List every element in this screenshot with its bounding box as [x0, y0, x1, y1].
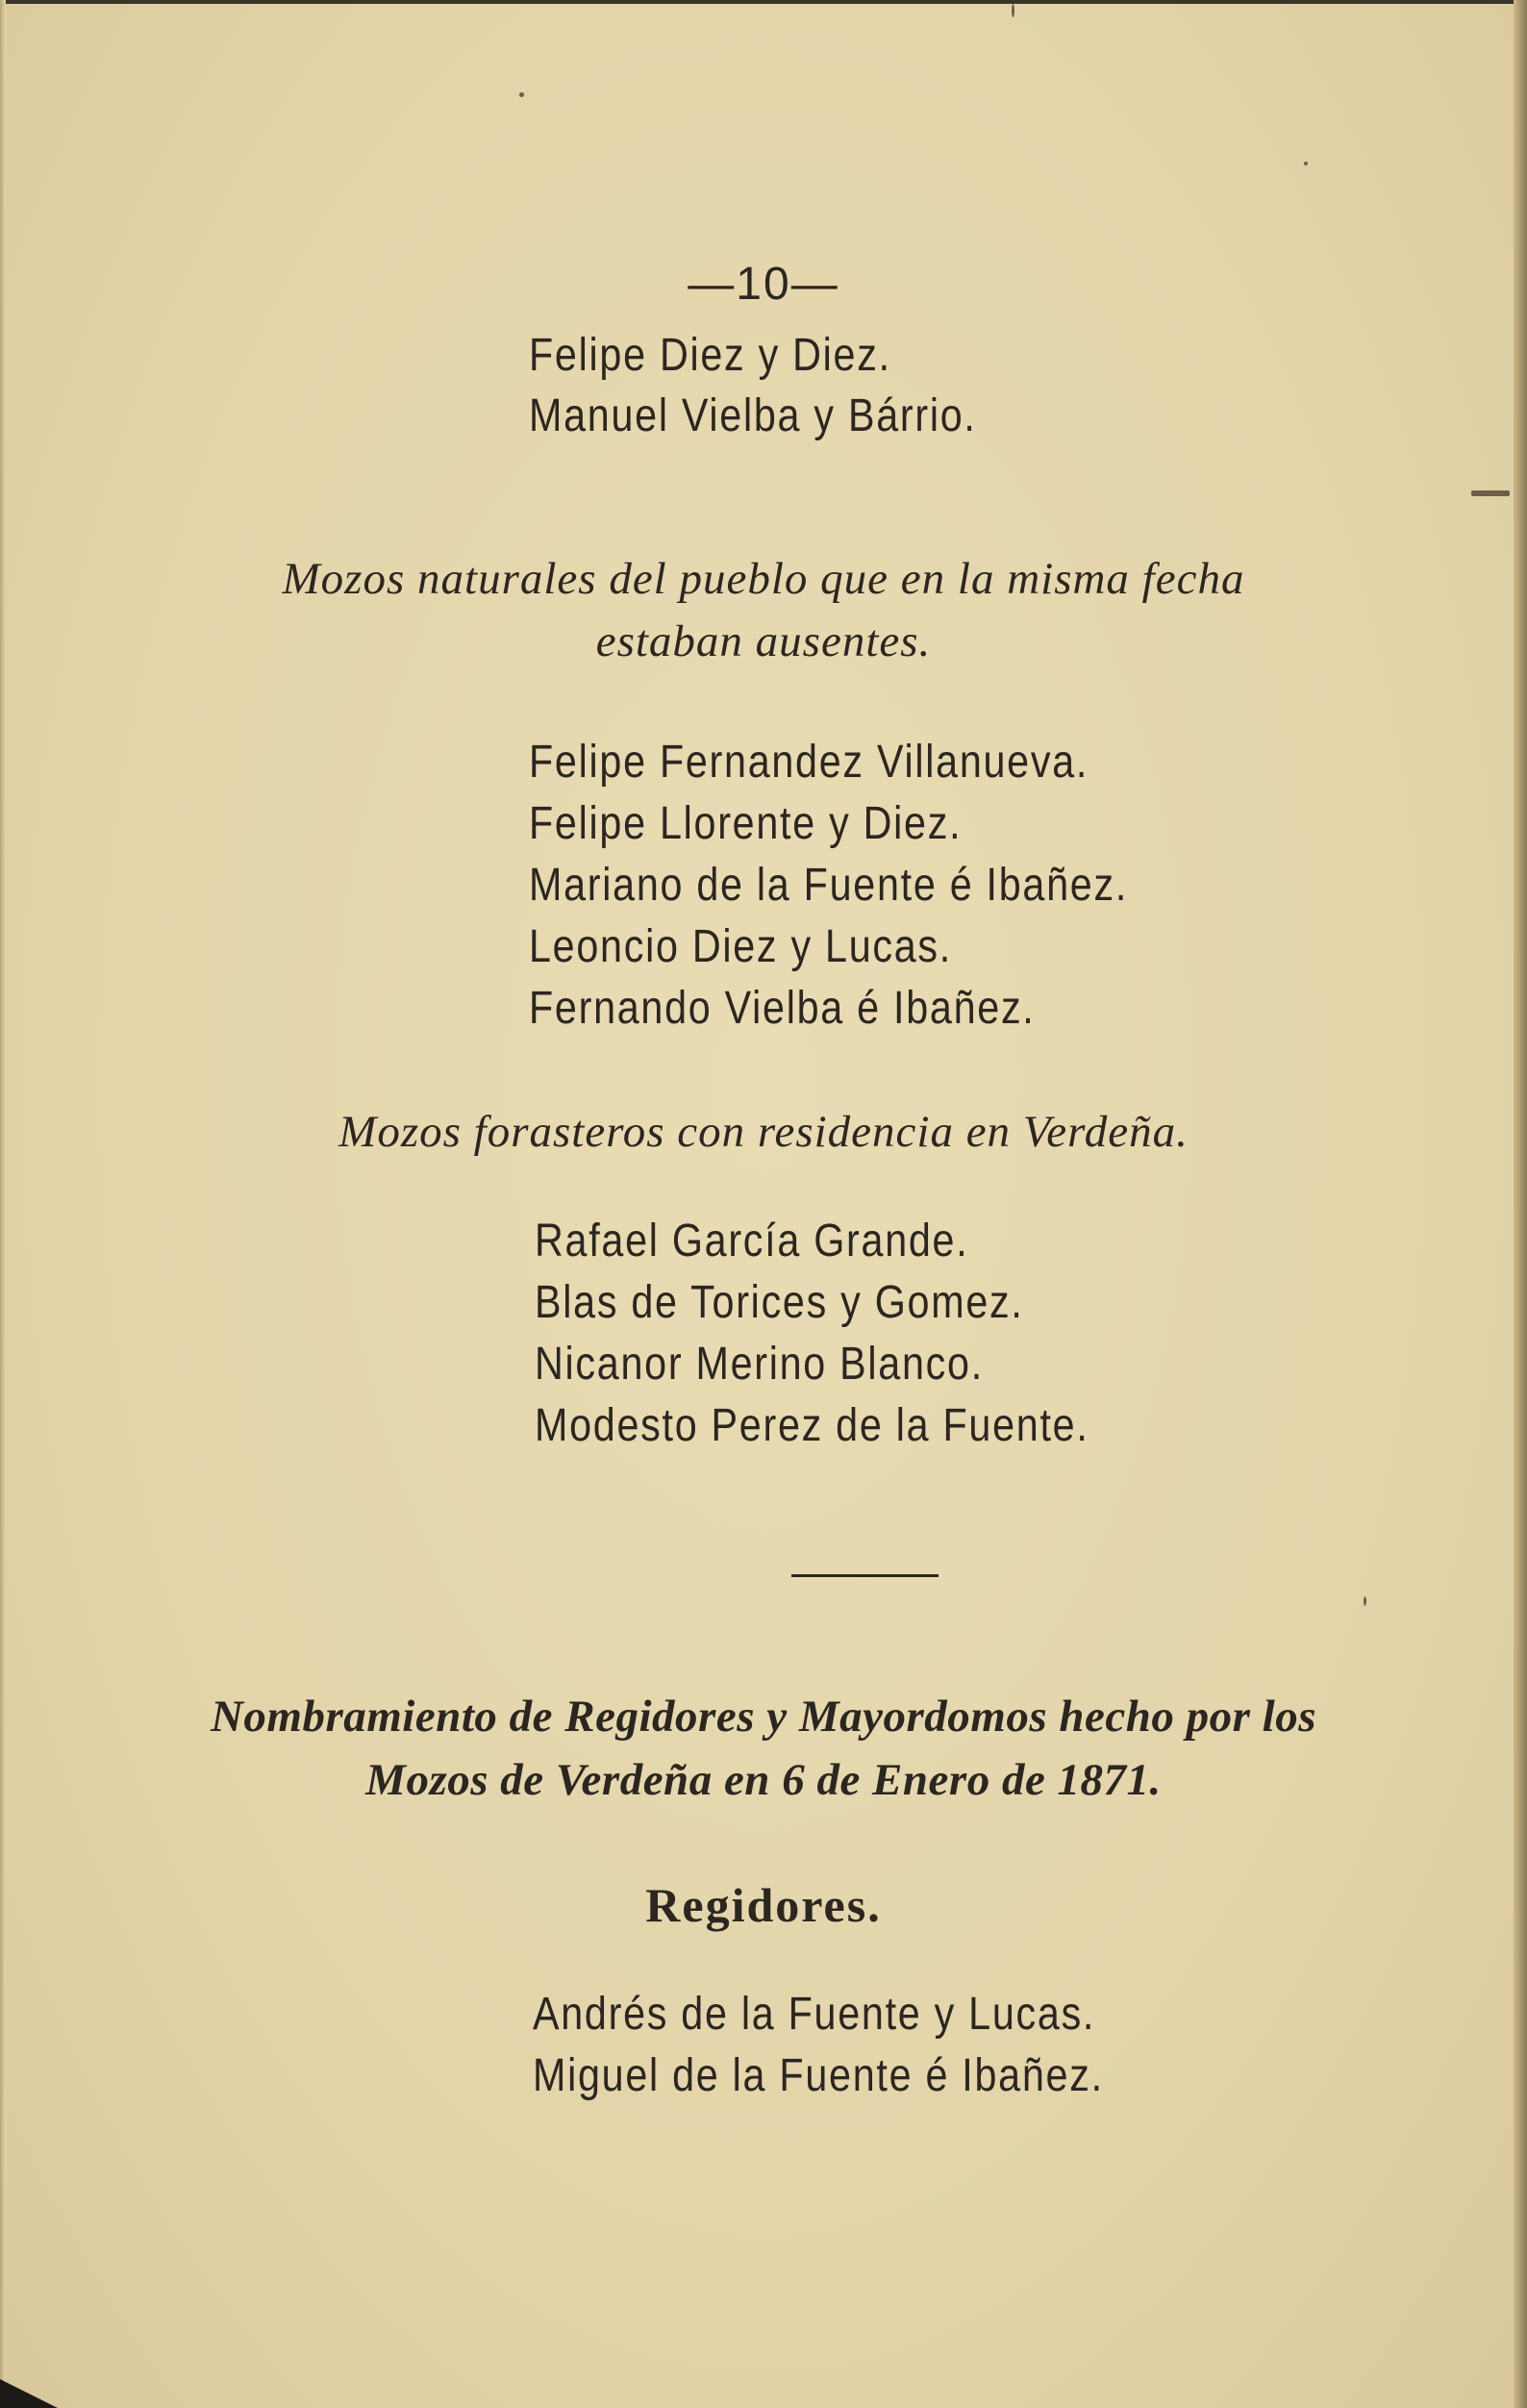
page-number: —10— — [688, 259, 839, 310]
absent-name-5: Fernando Vielba é Ibañez. — [529, 983, 1036, 1034]
appointment-line2: Mozos de Verdeña en 6 de Enero de 1871. — [365, 1755, 1162, 1805]
appointment-line1: Nombramiento de Regidores y Mayordomos hecho por los — [210, 1692, 1317, 1742]
top-list-item-1: Felipe Diez y Diez. — [529, 330, 891, 381]
foreign-name-1: Rafael García Grande. — [535, 1216, 969, 1267]
page-left-edge — [0, 0, 6, 2408]
absent-name-4: Leoncio Diez y Lucas. — [529, 921, 952, 972]
speck — [1471, 490, 1510, 496]
speck — [1304, 162, 1308, 165]
page-top-edge — [0, 0, 1527, 4]
speck — [519, 92, 524, 97]
absent-heading-line1: Mozos naturales del pueblo que en la misma fecha — [282, 554, 1245, 604]
absent-name-3: Mariano de la Fuente é Ibañez. — [529, 860, 1129, 911]
page-corner — [0, 2379, 58, 2408]
regidor-name-1: Andrés de la Fuente y Lucas. — [533, 1989, 1096, 2040]
foreign-heading: Mozos forasteros con residencia en Verdeña. — [338, 1107, 1189, 1157]
speck — [1364, 1596, 1366, 1606]
page-right-edge — [1514, 0, 1527, 2408]
regidores-heading: Regidores. — [645, 1878, 882, 1932]
foreign-name-3: Nicanor Merino Blanco. — [535, 1339, 984, 1390]
section-divider — [791, 1574, 939, 1577]
absent-name-2: Felipe Llorente y Diez. — [529, 798, 963, 849]
foreign-name-4: Modesto Perez de la Fuente. — [535, 1400, 1089, 1451]
absent-name-1: Felipe Fernandez Villanueva. — [529, 737, 1089, 788]
absent-heading-line2: estaban ausentes. — [595, 616, 932, 666]
foreign-name-2: Blas de Torices y Gomez. — [535, 1277, 1024, 1328]
top-list-item-2: Manuel Vielba y Bárrio. — [529, 390, 977, 441]
speck — [1012, 4, 1014, 17]
regidor-name-2: Miguel de la Fuente é Ibañez. — [533, 2050, 1104, 2101]
